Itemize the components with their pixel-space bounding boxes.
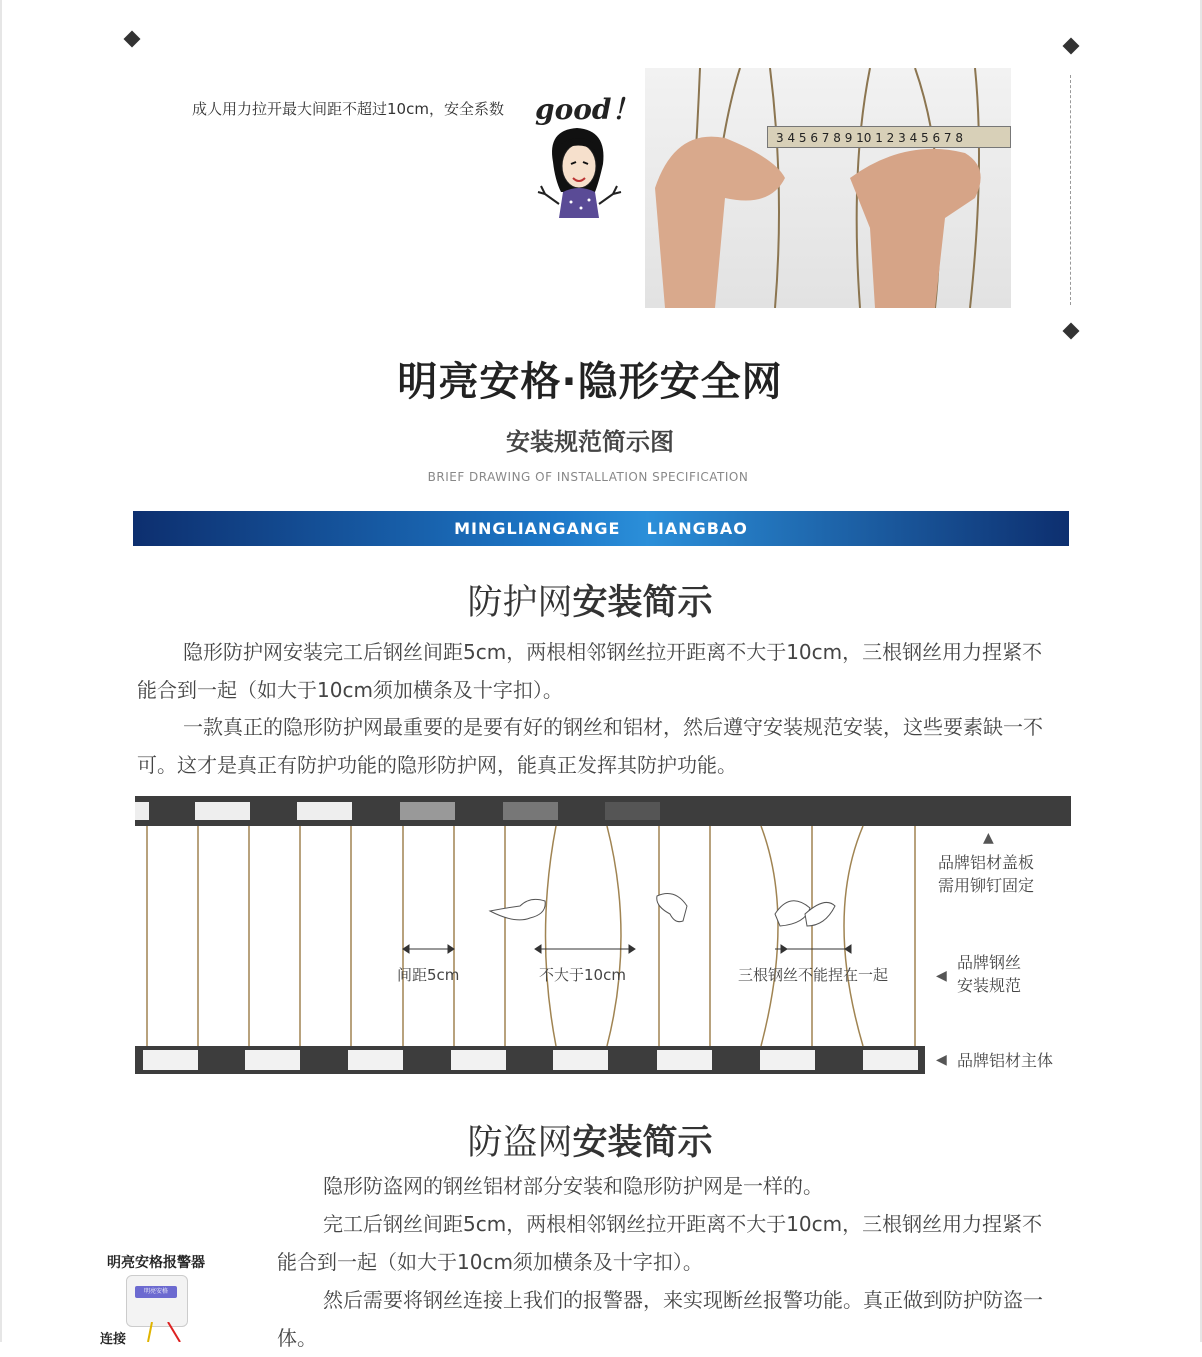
connect-label: 连接 xyxy=(100,1332,127,1347)
protection-heading-bold: 安装简示 xyxy=(572,583,713,623)
arrow-left-icon-main: ◀ xyxy=(936,1052,947,1068)
theft-heading-regular: 防盗网 xyxy=(467,1123,573,1163)
hand-drawings xyxy=(490,894,835,926)
brand-banner xyxy=(133,511,1069,546)
hands-pulling-wires-photo xyxy=(645,68,1011,308)
diamond-marker-right-top xyxy=(1063,38,1080,55)
arrow-left-icon-wire: ◀ xyxy=(936,968,947,984)
theft-heading-bold: 安装简示 xyxy=(572,1123,713,1163)
alarm-brand-label: 明亮安格 xyxy=(135,1286,177,1298)
alarm-title: 明亮安格报警器 xyxy=(107,1255,205,1271)
label-spacing-5cm: 间距5cm xyxy=(397,966,460,984)
diagram-drawing xyxy=(135,796,1071,1076)
protection-heading-regular: 防护网 xyxy=(467,583,573,623)
safety-caption: 成人用力拉开最大间距不超过10cm，安全系数 xyxy=(192,100,504,118)
theft-paragraph-2: 完工后钢丝间距5cm，两根相邻钢丝拉开距离不大于10cm，三根钢丝用力捏紧不能合到一起（如大于10cm须加横条及十字扣）。 xyxy=(277,1212,1043,1274)
side-label-wire xyxy=(957,951,1021,997)
dashed-guide-line xyxy=(1070,75,1071,305)
protection-heading xyxy=(0,575,1180,625)
diamond-marker-left xyxy=(124,31,141,48)
side-label-main: 品牌铝材主体 xyxy=(957,1051,1054,1070)
side-label-wire-line2: 安装规范 xyxy=(957,976,1022,995)
arrow-up-icon: ▲ xyxy=(983,830,994,846)
installation-diagram xyxy=(135,796,1071,1076)
theft-paragraph-1: 隐形防盗网的钢丝铝材部分安装和隐形防护网是一样的。 xyxy=(323,1174,823,1198)
theft-paragraph-3: 然后需要将钢丝连接上我们的报警器，来实现断丝报警功能。真正做到防护防盗一体。 xyxy=(277,1288,1043,1350)
sub-title: 安装规范简示图 xyxy=(506,428,674,456)
protection-paragraph-1: 隐形防护网安装完工后钢丝间距5cm，两根相邻钢丝拉开距离不大于10cm，三根钢丝用力捏紧不能合到一起（如大于10cm须加横条及十字扣）。 xyxy=(137,640,1043,702)
alarm-wires xyxy=(140,1322,190,1342)
protection-paragraph-2: 一款真正的隐形防护网最重要的是要有好的钢丝和铝材，然后遵守安装规范安装，这些要素缺一不可。这才是真正有防护功能的隐形防护网，能真正发挥其防护功能。 xyxy=(137,715,1043,777)
alarm-device xyxy=(126,1275,188,1327)
side-label-cover xyxy=(938,851,1034,897)
measuring-tape: 3 4 5 6 7 8 9 10 1 2 3 4 5 6 7 8 xyxy=(767,126,1011,148)
theft-heading xyxy=(0,1115,1180,1165)
main-title: 明亮安格·隐形安全网 xyxy=(397,359,783,405)
side-label-cover-line1: 品牌铝材盖板 xyxy=(938,853,1035,872)
steel-wires xyxy=(147,826,915,1046)
label-three-wires: 三根钢丝不能捏在一起 xyxy=(738,966,889,984)
side-label-cover-line2: 需用铆钉固定 xyxy=(938,876,1035,895)
english-subtitle: BRIEF DRAWING OF INSTALLATION SPECIFICATION xyxy=(427,470,749,484)
dimension-arrows xyxy=(403,945,851,953)
good-lettering: good！ xyxy=(535,93,640,126)
top-cover-rail xyxy=(135,796,1071,826)
label-max-10cm: 不大于10cm xyxy=(539,966,626,984)
cartoon-woman-illustration xyxy=(535,122,625,220)
banner-text: MINGLIANGANGE LIANGBAO xyxy=(454,519,748,538)
diamond-marker-right-bottom xyxy=(1063,323,1080,340)
side-label-wire-line1: 品牌钢丝 xyxy=(957,953,1022,972)
